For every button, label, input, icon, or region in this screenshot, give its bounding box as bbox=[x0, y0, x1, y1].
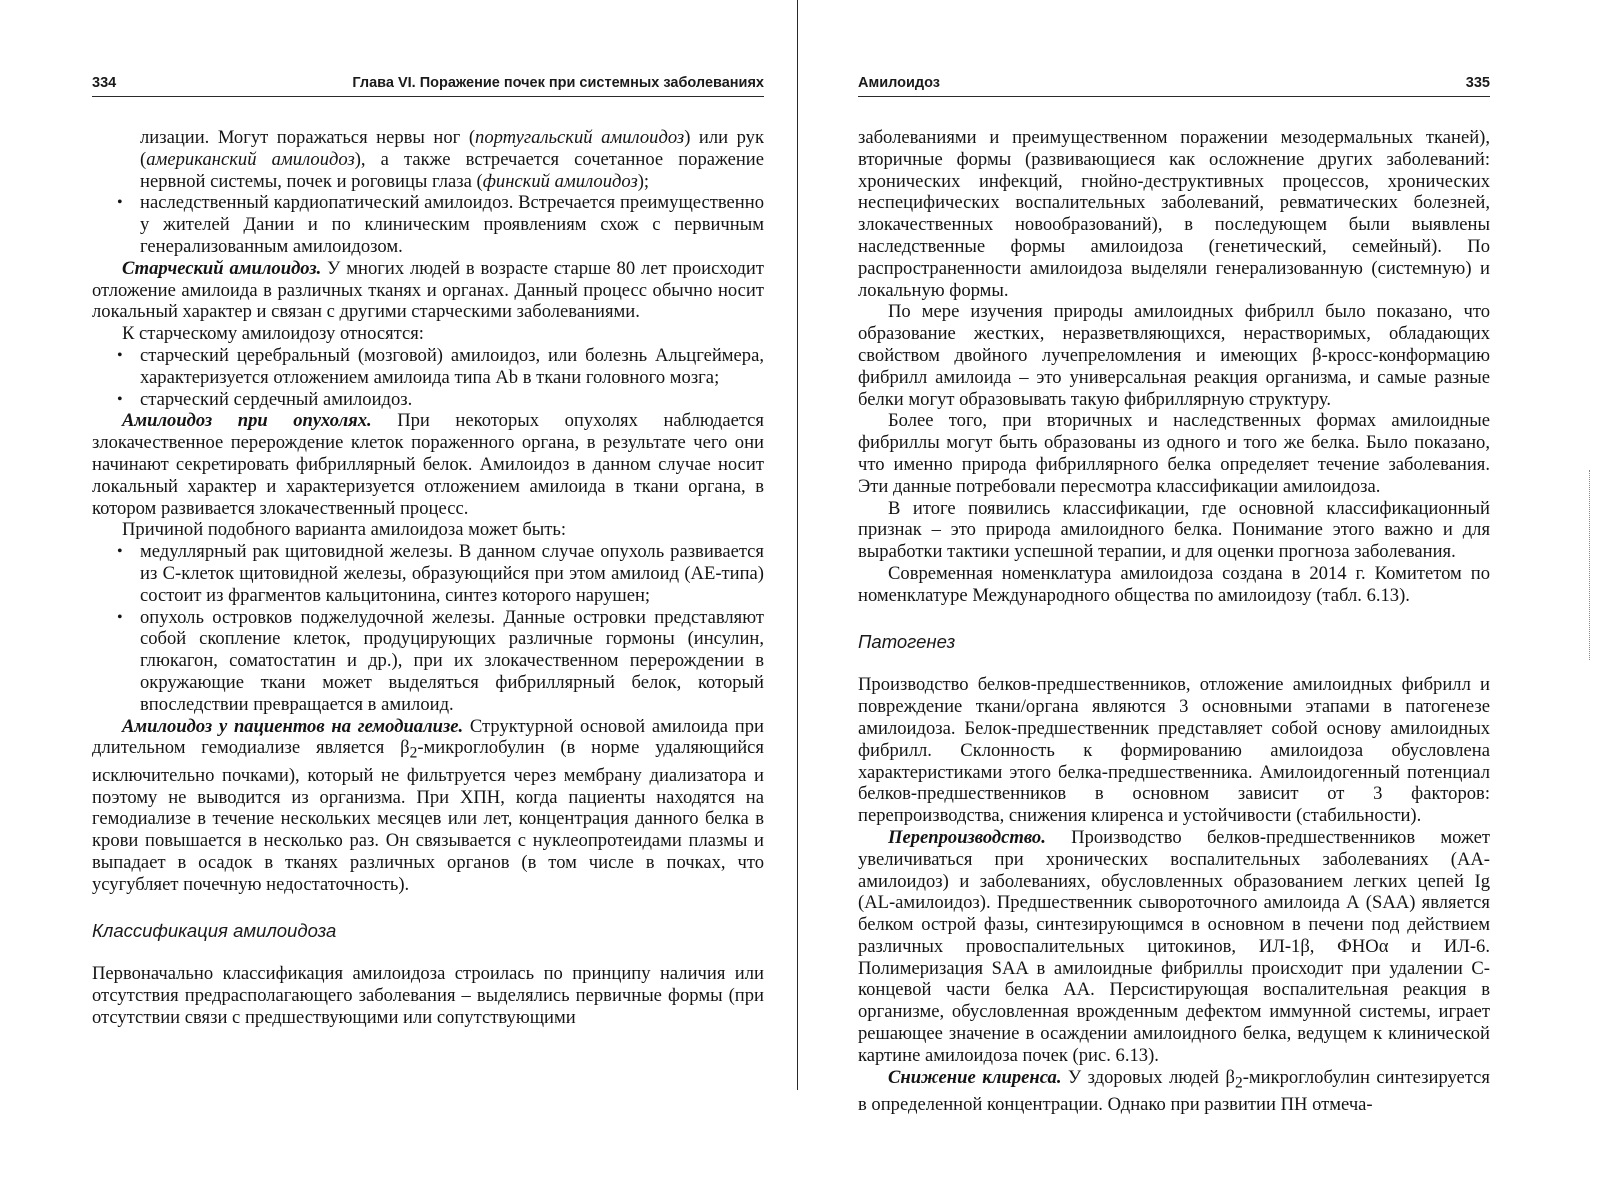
subscript: 2 bbox=[1234, 1074, 1243, 1092]
list-item bbox=[92, 607, 764, 716]
paragraph bbox=[858, 827, 1490, 1067]
italic-term: американский амилоидоз bbox=[146, 148, 355, 170]
text-span: Производство белков-предшественников может увеличиваться при хронических воспалительных заболеваниях (АА-амилоидоз) и заболеваниях, обусловленных образованием легких цепей Ig (AL-амилоидоз). Предшественник сывороточного амилоида А (SAA) является белком острой фазы, синтезирующимся в основном в печени под действием различных провоспалительных цитокинов, ИЛ-1β, ФНОα и ИЛ-6. Полимеризация SAA в амилоидные фибриллы происходит при удалении С-концевой части белка АА. Персистирующая воспалительная реакция в организме, обусловленная врожденным дефектом иммунной системы, играет решающее значение в осаждении амилоидного белка, ведущем к клинической картине амилоидоза почек (рис. 6.13). bbox=[858, 826, 1490, 1066]
paragraph: Более того, при вторичных и наследственных формах амилоидные фибриллы могут быть образованы из одного и того же белка. Было показано, что именно природа фибриллярного белка определяет течение заболевания. Эти данные потребовали пересмотра классификации амилоидоза. bbox=[858, 410, 1490, 497]
right-body bbox=[858, 127, 1490, 1116]
paragraph bbox=[92, 716, 764, 896]
left-body bbox=[92, 127, 764, 1029]
paragraph: Первоначально классификация амилоидоза строилась по принципу наличия или отсутствия предрасполагающего заболевания – выделялись первичные формы (при отсутствии связи с предшествующими или сопутствующими bbox=[92, 963, 764, 1028]
text-span: При некоторых опухолях наблюдается злокачественное перерождение клеток пораженного органа, в результате чего они начинают секретировать фибриллярный белок. Амилоидоз в данном случае носит локальный характер и характеризуется отложением амилоида в ткани органа, в котором развивается злокачественный процесс. bbox=[92, 410, 764, 519]
list-item bbox=[92, 192, 764, 257]
text-span: ); bbox=[637, 170, 650, 192]
bullet-icon: • bbox=[117, 390, 123, 408]
paragraph bbox=[858, 1067, 1490, 1116]
paragraph: заболеваниями и преимущественном поражении мезодермальных тканей), вторичные формы (развивающиеся как осложнение других заболеваний: хронических инфекций, гнойно-деструктивных процессов, хронических неспецифических воспалительных заболеваний, ревматических болезней, злокачественных новообразований), в последующем были выявлены наследственные формы амилоидоза (генетический, семейный). По распространенности амилоидоза выделяли генерализованную (системную) и локальную формы. bbox=[858, 127, 1490, 301]
section-heading: Классификация амилоидоза bbox=[92, 919, 337, 941]
subscript: 2 bbox=[409, 745, 418, 763]
text-span: лизации. Могут поражаться нервы ног ( bbox=[140, 127, 476, 148]
bullet-icon: • bbox=[117, 543, 123, 561]
text-span: -микроглобулин (в норме удаляющийся исключительно почками), который не фильтруется через мембрану диализатора и поэтому не выводится из организма. При ХПН, когда пациенты находятся на гемодиализе в течение нескольких месяцев или лет, концентрация данного белка в крови повышается в несколько раз. Он связывается с нуклеопротеидами плазмы и выпадает в осадок в тканях различных органов (в том числе в почках, что усугубляет почечную недостаточность). bbox=[92, 737, 764, 895]
running-title: Амилоидоз bbox=[858, 75, 940, 91]
text-span: -микроглобулин синтезируется в определенной концентрации. Однако при развитии ПН отмеча- bbox=[858, 1066, 1490, 1116]
text-span: Структурной основой амилоида при длительном гемодиализе является β bbox=[92, 715, 765, 759]
running-title: Глава VI. Поражение почек при системных заболеваниях bbox=[352, 75, 764, 91]
list-item-text: старческий сердечный амилоидоз. bbox=[140, 388, 413, 410]
running-head-right bbox=[858, 70, 1490, 97]
runin-heading: Амилоидоз при опухолях. bbox=[122, 410, 372, 432]
paragraph-continued bbox=[92, 127, 764, 192]
right-page bbox=[858, 70, 1490, 1116]
runin-heading: Старческий амилоидоз. bbox=[122, 257, 322, 279]
list-item bbox=[92, 541, 764, 606]
text-span: ), а также встречается сочетанное поражение нервной системы, почек и роговицы глаза ( bbox=[140, 148, 765, 192]
italic-term: финский амилоидоз bbox=[482, 170, 638, 192]
runin-heading: Амилоидоз у пациентов на гемодиализе. bbox=[122, 715, 464, 737]
list-item bbox=[92, 345, 764, 389]
section-heading: Патогенез bbox=[858, 630, 956, 652]
bullet-icon: • bbox=[117, 346, 123, 364]
paragraph: К старческому амилоидозу относятся: bbox=[122, 323, 424, 345]
page-number: 334 bbox=[92, 75, 117, 91]
page-edge-marks bbox=[1589, 470, 1596, 660]
list-item-text: наследственный кардиопатический амилоидоз. Встречается преимущественно у жителей Дании и по клиническим проявлениям схож с первичным генерализованным амилоидозом. bbox=[140, 192, 764, 257]
paragraph: В итоге появились классификации, где основной классификационный признак – это природа амилоидного белка. Понимание этого важно и для выработки тактики успешной терапии, и для оценки прогноза заболевания. bbox=[858, 497, 1490, 563]
text-span: У многих людей в возрасте старше 80 лет происходит отложение амилоида в различных тканях и органах. Данный процесс обычно носит локальный характер и связан с другими старческими заболеваниями. bbox=[92, 257, 764, 323]
bullet-icon: • bbox=[117, 608, 123, 626]
page-number: 335 bbox=[1465, 75, 1490, 91]
list-item-text: медуллярный рак щитовидной железы. В данном случае опухоль развивается из С-клеток щитовидной железы, образующийся при этом амилоид (АЕ-типа) состоит из фрагментов кальцитонина, синтез которого нарушен; bbox=[140, 541, 764, 606]
bullet-icon: • bbox=[117, 194, 123, 212]
list-item bbox=[92, 389, 764, 411]
text-span: У здоровых людей β bbox=[1061, 1066, 1235, 1088]
paragraph: По мере изучения природы амилоидных фибрилл было показано, что образование жестких, неразветвляющихся, нерастворимых, обладающих свойством двойного лучепреломления и имеющих β-кросс-конформацию фибрилл амилоида – это универсальная реакция организма, и самые разные белки могут образовывать такую фибриллярную структуру. bbox=[858, 301, 1490, 410]
paragraph: Производство белков-предшественников, отложение амилоидных фибрилл и повреждение ткани/органа являются 3 основными этапами в патогенезе амилоидоза. Белок-предшественник представляет собой основу амилоидных фибрилл. Склонность к формированию амилоидоза обусловлена характеристиками этого белка-предшественника. Амилоидогенный потенциал белков-предшественников в основном зависит от 3 факторов: перепроизводства, снижения клиренса и устойчивости (стабильности). bbox=[858, 674, 1490, 827]
runin-heading: Снижение клиренса. bbox=[888, 1066, 1062, 1088]
text-span: ) или рук ( bbox=[140, 127, 764, 170]
gutter-line bbox=[797, 0, 798, 1090]
paragraph: Современная номенклатура амилоидоза создана в 2014 г. Комитетом по номенклатуре Международного общества по амилоидозу (табл. 6.13). bbox=[858, 562, 1490, 606]
paragraph bbox=[92, 410, 764, 519]
list-item-text: старческий церебральный (мозговой) амилоидоз, или болезнь Альцгеймера, характеризуется отложением амилоида типа Ab в ткани головного мозга; bbox=[140, 344, 764, 388]
left-page bbox=[92, 70, 764, 1029]
list-item-text: опухоль островков поджелудочной железы. Данные островки представляют собой скопление клеток, продуцирующих различные гормоны (инсулин, глюкагон, соматостатин и др.), при их злокачественном перерождении в окружающие ткани может выделяться фибриллярный белок, который впоследствии превращается в амилоид. bbox=[140, 606, 764, 715]
italic-term: португальский амилоидоз bbox=[475, 127, 685, 148]
running-head-left bbox=[92, 70, 764, 97]
runin-heading: Перепроизводство. bbox=[888, 826, 1046, 848]
paragraph: Причиной подобного варианта амилоидоза может быть: bbox=[122, 519, 567, 541]
paragraph bbox=[92, 258, 764, 323]
